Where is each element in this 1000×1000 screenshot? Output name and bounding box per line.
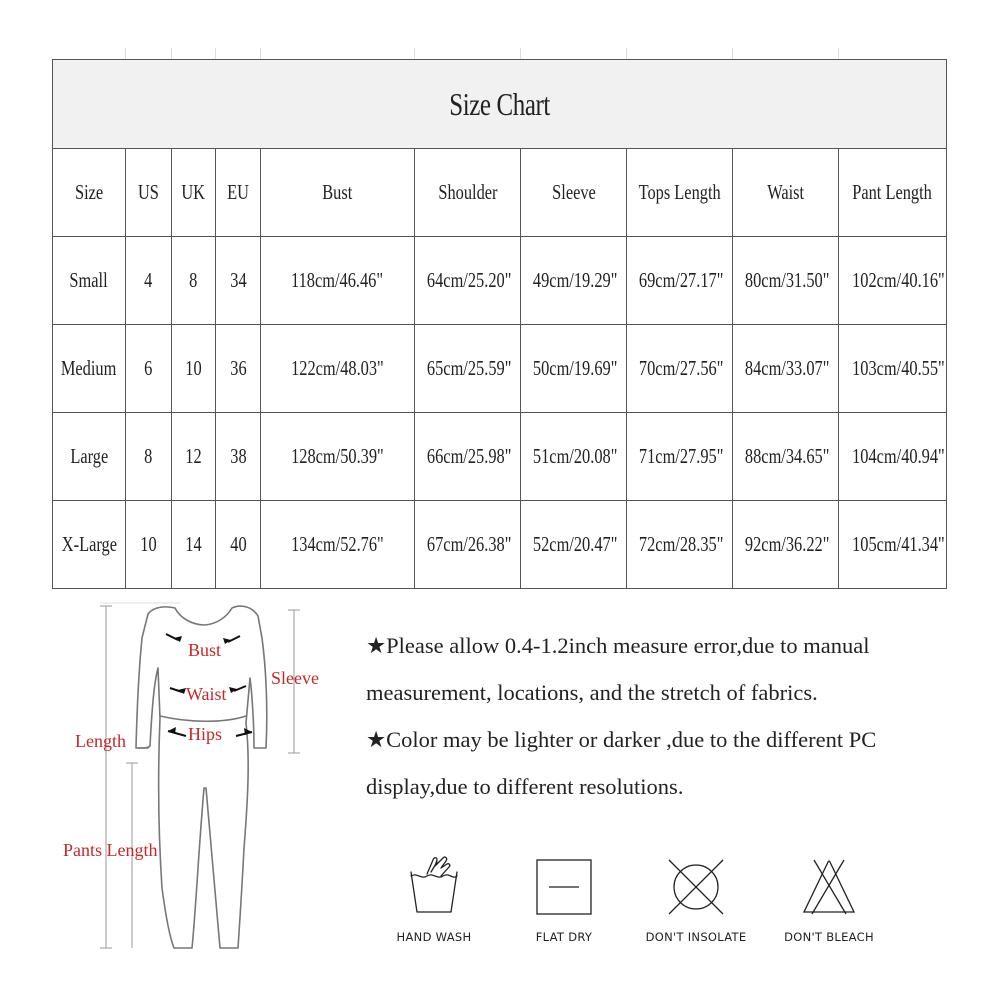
waist-label: Waist bbox=[186, 684, 227, 704]
table-cell: 51cm/20.08" bbox=[521, 413, 627, 501]
note-measure-error: ★Please allow 0.4-1.2inch measure error,due to manual measurement, locations, and the stretch of fabrics. bbox=[366, 633, 870, 705]
column-header: Pant Length bbox=[839, 149, 947, 237]
table-row bbox=[53, 237, 947, 325]
table-cell: 14 bbox=[172, 501, 216, 589]
table-cell: 70cm/27.56" bbox=[627, 325, 733, 413]
column-header: Bust bbox=[261, 149, 415, 237]
table-cell: 118cm/46.46" bbox=[261, 237, 415, 325]
table-cell: 10 bbox=[126, 501, 172, 589]
table-cell: 122cm/48.03" bbox=[261, 325, 415, 413]
table-cell: 38 bbox=[216, 413, 261, 501]
table-cell: 12 bbox=[172, 413, 216, 501]
care-do-not-insolate bbox=[631, 852, 761, 944]
table-row bbox=[53, 501, 947, 589]
table-cell: Small bbox=[53, 237, 126, 325]
table-cell: 65cm/25.59" bbox=[415, 325, 521, 413]
table-cell: 102cm/40.16" bbox=[839, 237, 947, 325]
flat-dry-icon bbox=[529, 852, 599, 920]
hips-label: Hips bbox=[188, 724, 223, 744]
column-header: Shoulder bbox=[415, 149, 521, 237]
hand-wash-label: HAND WASH bbox=[396, 930, 472, 944]
table-cell: 50cm/19.69" bbox=[521, 325, 627, 413]
pants-length-label: Pants Length bbox=[63, 840, 158, 860]
do-not-insolate-icon bbox=[661, 852, 731, 920]
table-cell: 105cm/41.34" bbox=[839, 501, 947, 589]
column-header: EU bbox=[216, 149, 261, 237]
column-header: UK bbox=[172, 149, 216, 237]
do-not-bleach-label: DON'T BLEACH bbox=[784, 930, 874, 944]
table-cell: 92cm/36.22" bbox=[733, 501, 839, 589]
table-cell: 8 bbox=[172, 237, 216, 325]
column-header: US bbox=[126, 149, 172, 237]
table-cell: 52cm/20.47" bbox=[521, 501, 627, 589]
care-do-not-bleach bbox=[764, 852, 894, 944]
do-not-bleach-icon bbox=[794, 852, 864, 920]
table-cell: 8 bbox=[126, 413, 172, 501]
hand-wash-icon bbox=[399, 852, 469, 920]
table-cell: 67cm/26.38" bbox=[415, 501, 521, 589]
table-cell: 88cm/34.65" bbox=[733, 413, 839, 501]
column-header: Size bbox=[53, 149, 126, 237]
measurement-figure bbox=[40, 598, 340, 958]
sleeve-label: Sleeve bbox=[271, 668, 319, 688]
table-cell: 10 bbox=[172, 325, 216, 413]
table-cell: 40 bbox=[216, 501, 261, 589]
table-cell: 103cm/40.55" bbox=[839, 325, 947, 413]
table-cell: 64cm/25.20" bbox=[415, 237, 521, 325]
table-cell: 72cm/28.35" bbox=[627, 501, 733, 589]
measurement-notes bbox=[366, 622, 966, 810]
table-cell: 128cm/50.39" bbox=[261, 413, 415, 501]
care-flat-dry bbox=[499, 852, 629, 944]
table-cell: 104cm/40.94" bbox=[839, 413, 947, 501]
table-cell: 69cm/27.17" bbox=[627, 237, 733, 325]
bust-label: Bust bbox=[188, 640, 222, 660]
column-header: Tops Length bbox=[627, 149, 733, 237]
table-row bbox=[53, 413, 947, 501]
table-cell: X-Large bbox=[53, 501, 126, 589]
length-label: Length bbox=[75, 731, 126, 751]
do-not-insolate-label: DON'T INSOLATE bbox=[645, 930, 747, 944]
table-cell: 66cm/25.98" bbox=[415, 413, 521, 501]
column-header: Waist bbox=[733, 149, 839, 237]
table-cell: 36 bbox=[216, 325, 261, 413]
column-header: Sleeve bbox=[521, 149, 627, 237]
flat-dry-label: FLAT DRY bbox=[535, 930, 593, 944]
table-row bbox=[53, 325, 947, 413]
table-cell: Large bbox=[53, 413, 126, 501]
table-cell: Medium bbox=[53, 325, 126, 413]
table-cell: 71cm/27.95" bbox=[627, 413, 733, 501]
table-cell: 49cm/19.29" bbox=[521, 237, 627, 325]
table-cell: 84cm/33.07" bbox=[733, 325, 839, 413]
table-cell: 34 bbox=[216, 237, 261, 325]
table-cell: 6 bbox=[126, 325, 172, 413]
table-cell: 4 bbox=[126, 237, 172, 325]
table-cell: 134cm/52.76" bbox=[261, 501, 415, 589]
size-chart-table bbox=[52, 59, 947, 589]
note-color-difference: ★Color may be lighter or darker ,due to the different PC display,due to different resolutions. bbox=[366, 727, 877, 799]
table-cell: 80cm/31.50" bbox=[733, 237, 839, 325]
care-hand-wash bbox=[369, 852, 499, 944]
table-header-row bbox=[53, 149, 947, 237]
size-chart-title: Size Chart bbox=[53, 60, 947, 149]
